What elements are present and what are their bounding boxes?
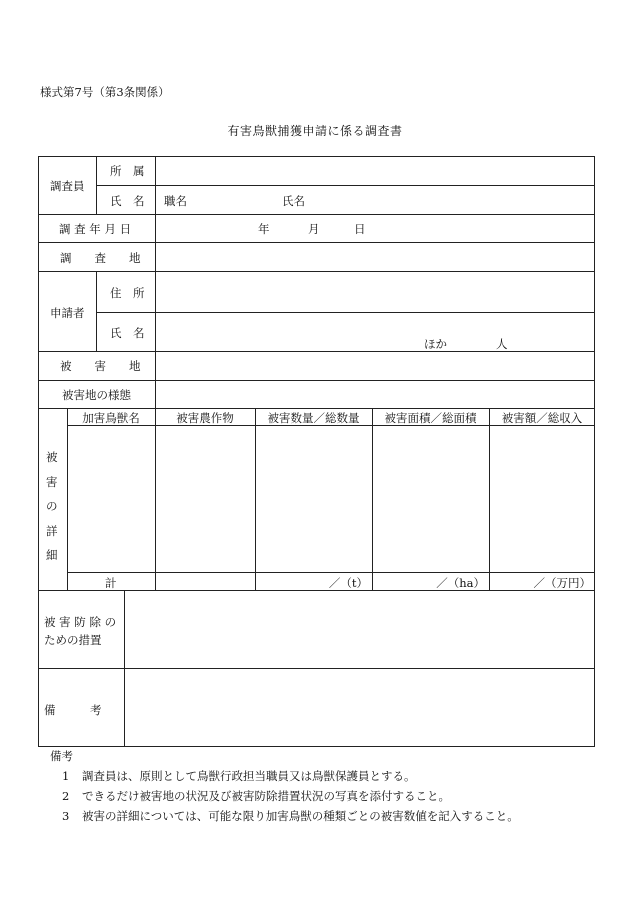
total-quantity-unit: ／（t） bbox=[328, 576, 368, 590]
applicant-name-label: 氏 名 bbox=[110, 326, 145, 340]
prevention-label-line1: 被 害 防 除 の bbox=[44, 615, 117, 629]
investigator-name-label: 氏 名 bbox=[110, 194, 145, 208]
applicant-address-label: 住 所 bbox=[110, 286, 145, 300]
survey-date-label: 調 査 年 月 日 bbox=[59, 222, 132, 236]
column-header-amount: 被害額／総収入 bbox=[501, 411, 583, 425]
job-title-label: 職名 bbox=[164, 194, 187, 208]
applicant-label: 申請者 bbox=[50, 306, 85, 320]
note-number: 1 bbox=[62, 769, 70, 783]
side-char: 詳 bbox=[46, 523, 58, 538]
note-text: 被害の詳細については、可能な限り加害鳥獣の種類ごとの被害数値を記入すること。 bbox=[82, 809, 519, 823]
remarks-field[interactable] bbox=[132, 676, 587, 740]
others-label: ほか bbox=[424, 337, 447, 351]
prevention-label-line2: ための措置 bbox=[44, 633, 102, 647]
affiliation-field[interactable] bbox=[164, 163, 584, 179]
note-text: 調査員は、原則として鳥獣行政担当職員又は鳥獣保護員とする。 bbox=[82, 769, 416, 783]
damage-site-label: 被 害 地 bbox=[60, 359, 141, 373]
month-label: 月 bbox=[308, 222, 320, 236]
notes-heading: 備考 bbox=[50, 749, 73, 763]
document-title: 有害鳥獣捕獲申請に係る調査書 bbox=[227, 124, 403, 138]
note-item bbox=[62, 788, 450, 804]
survey-location-label: 調 査 地 bbox=[60, 251, 141, 265]
note-item bbox=[62, 768, 416, 784]
note-text: できるだけ被害地の状況及び被害防除措置状況の写真を添付すること。 bbox=[82, 789, 450, 803]
total-amount-unit: ／（万円） bbox=[533, 576, 591, 590]
column-header-area: 被害面積／総面積 bbox=[384, 411, 477, 425]
day-label: 日 bbox=[354, 222, 366, 236]
column-header-animal: 加害鳥獣名 bbox=[82, 411, 140, 425]
side-char: 被 bbox=[46, 450, 58, 464]
remarks-label: 備 考 bbox=[44, 703, 102, 717]
prevention-field[interactable] bbox=[132, 598, 587, 662]
affiliation-label: 所 属 bbox=[110, 164, 145, 178]
form-code: 様式第7号（第3条関係） bbox=[40, 85, 170, 99]
damage-detail-cell[interactable] bbox=[373, 427, 488, 571]
note-number: 2 bbox=[62, 789, 70, 803]
column-header-quantity: 被害数量／総数量 bbox=[267, 411, 360, 425]
person-name-label: 氏名 bbox=[282, 194, 305, 208]
year-label: 年 bbox=[258, 222, 270, 236]
total-label: 計 bbox=[105, 576, 117, 590]
survey-location-field[interactable] bbox=[164, 250, 584, 266]
side-char: 細 bbox=[46, 548, 58, 562]
damage-detail-cell[interactable] bbox=[256, 427, 371, 571]
damage-condition-label: 被害地の様態 bbox=[62, 388, 131, 402]
column-header-crop: 被害農作物 bbox=[176, 411, 234, 425]
damage-detail-cell[interactable] bbox=[156, 427, 254, 571]
total-area-unit: ／（ha） bbox=[436, 576, 485, 590]
applicant-address-field[interactable] bbox=[164, 285, 584, 301]
damage-detail-cell[interactable] bbox=[490, 427, 594, 571]
damage-detail-cell[interactable] bbox=[68, 427, 154, 571]
side-char: の bbox=[46, 499, 58, 513]
note-item bbox=[62, 808, 519, 824]
note-number: 3 bbox=[62, 809, 70, 823]
side-char: 害 bbox=[46, 474, 58, 489]
investigator-label: 調査員 bbox=[50, 179, 85, 193]
damage-site-field[interactable] bbox=[164, 358, 584, 374]
persons-label: 人 bbox=[496, 337, 508, 351]
damage-detail-side-label bbox=[46, 445, 58, 568]
damage-condition-field[interactable] bbox=[164, 387, 584, 403]
